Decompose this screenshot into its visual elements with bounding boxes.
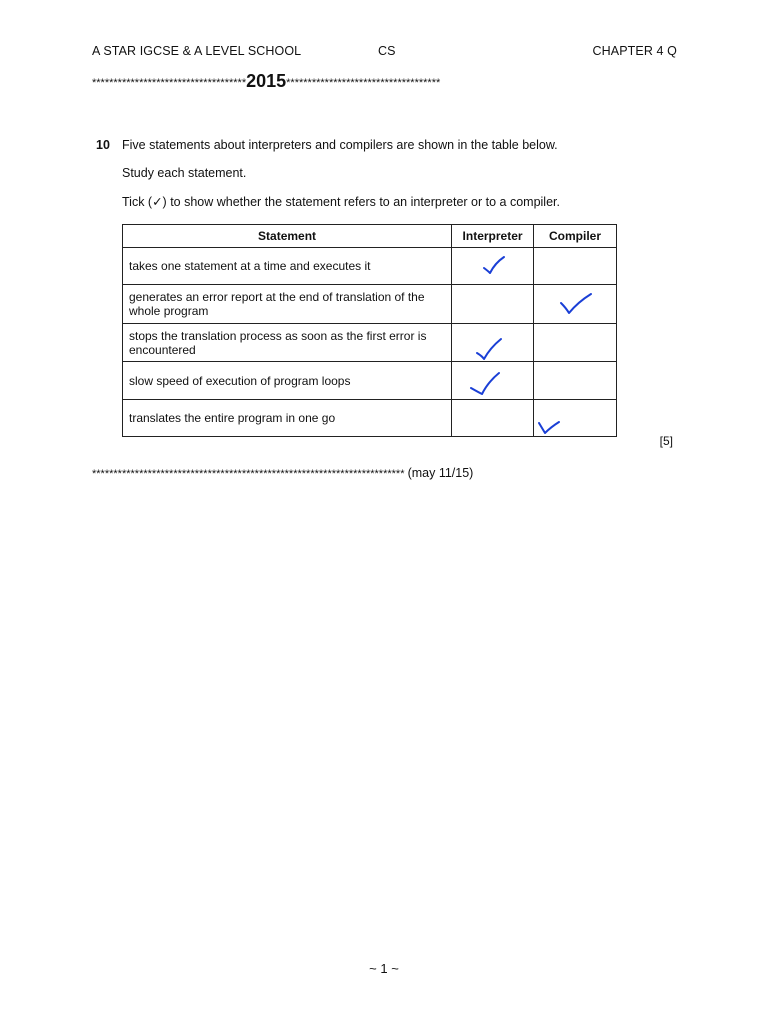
question-number: 10 (96, 138, 110, 152)
table-header-row (123, 225, 617, 248)
statements-table (122, 224, 617, 437)
year-divider-stars-right: ************************************ (286, 77, 441, 89)
header-chapter: CHAPTER 4 Q (592, 44, 677, 58)
interpreter-cell[interactable] (452, 362, 534, 400)
statement-cell: slow speed of execution of program loops (123, 362, 452, 400)
tick-mark-icon (536, 419, 562, 437)
interpreter-cell[interactable] (452, 285, 534, 324)
year-divider-stars-left: ************************************ (92, 77, 247, 89)
compiler-cell[interactable] (534, 400, 617, 437)
source-divider-stars: ************************************************************************* (92, 468, 405, 480)
source-divider (92, 466, 672, 480)
source-reference: (may 11/15) (407, 466, 474, 480)
tick-mark-icon (558, 291, 594, 317)
year-divider (92, 70, 662, 94)
question-intro: Five statements about interpreters and compilers are shown in the table below. (122, 138, 558, 152)
compiler-cell[interactable] (534, 324, 617, 362)
header-school-name: A STAR IGCSE & A LEVEL SCHOOL (92, 44, 302, 58)
tick-mark-icon (468, 370, 502, 398)
table-row (123, 362, 617, 400)
tick-mark-icon (474, 336, 504, 362)
statement-cell: generates an error report at the end of translation of the whole program (123, 285, 452, 324)
year-label: 2015 (246, 71, 287, 91)
table-row (123, 248, 617, 285)
header-interpreter: Interpreter (452, 225, 534, 248)
interpreter-cell[interactable] (452, 400, 534, 437)
compiler-cell[interactable] (534, 285, 617, 324)
question-instruction-tick: Tick (✓) to show whether the statement refers to an interpreter or to a compiler. (122, 195, 560, 209)
page-number: ~ 1 ~ (369, 961, 399, 976)
marks-allocation: [5] (659, 434, 673, 448)
tick-mark-icon (481, 254, 507, 276)
table-row (123, 285, 617, 324)
statement-cell: translates the entire program in one go (123, 400, 452, 437)
compiler-cell[interactable] (534, 248, 617, 285)
header-subject: CS (378, 44, 396, 58)
interpreter-cell[interactable] (452, 324, 534, 362)
statement-cell: stops the translation process as soon as the first error is encountered (123, 324, 452, 362)
compiler-cell[interactable] (534, 362, 617, 400)
interpreter-cell[interactable] (452, 248, 534, 285)
table-row (123, 324, 617, 362)
header-compiler: Compiler (534, 225, 617, 248)
question-instruction-study: Study each statement. (122, 166, 247, 180)
statement-cell: takes one statement at a time and executes it (123, 248, 452, 285)
table-row (123, 400, 617, 437)
header-statement: Statement (123, 225, 452, 248)
